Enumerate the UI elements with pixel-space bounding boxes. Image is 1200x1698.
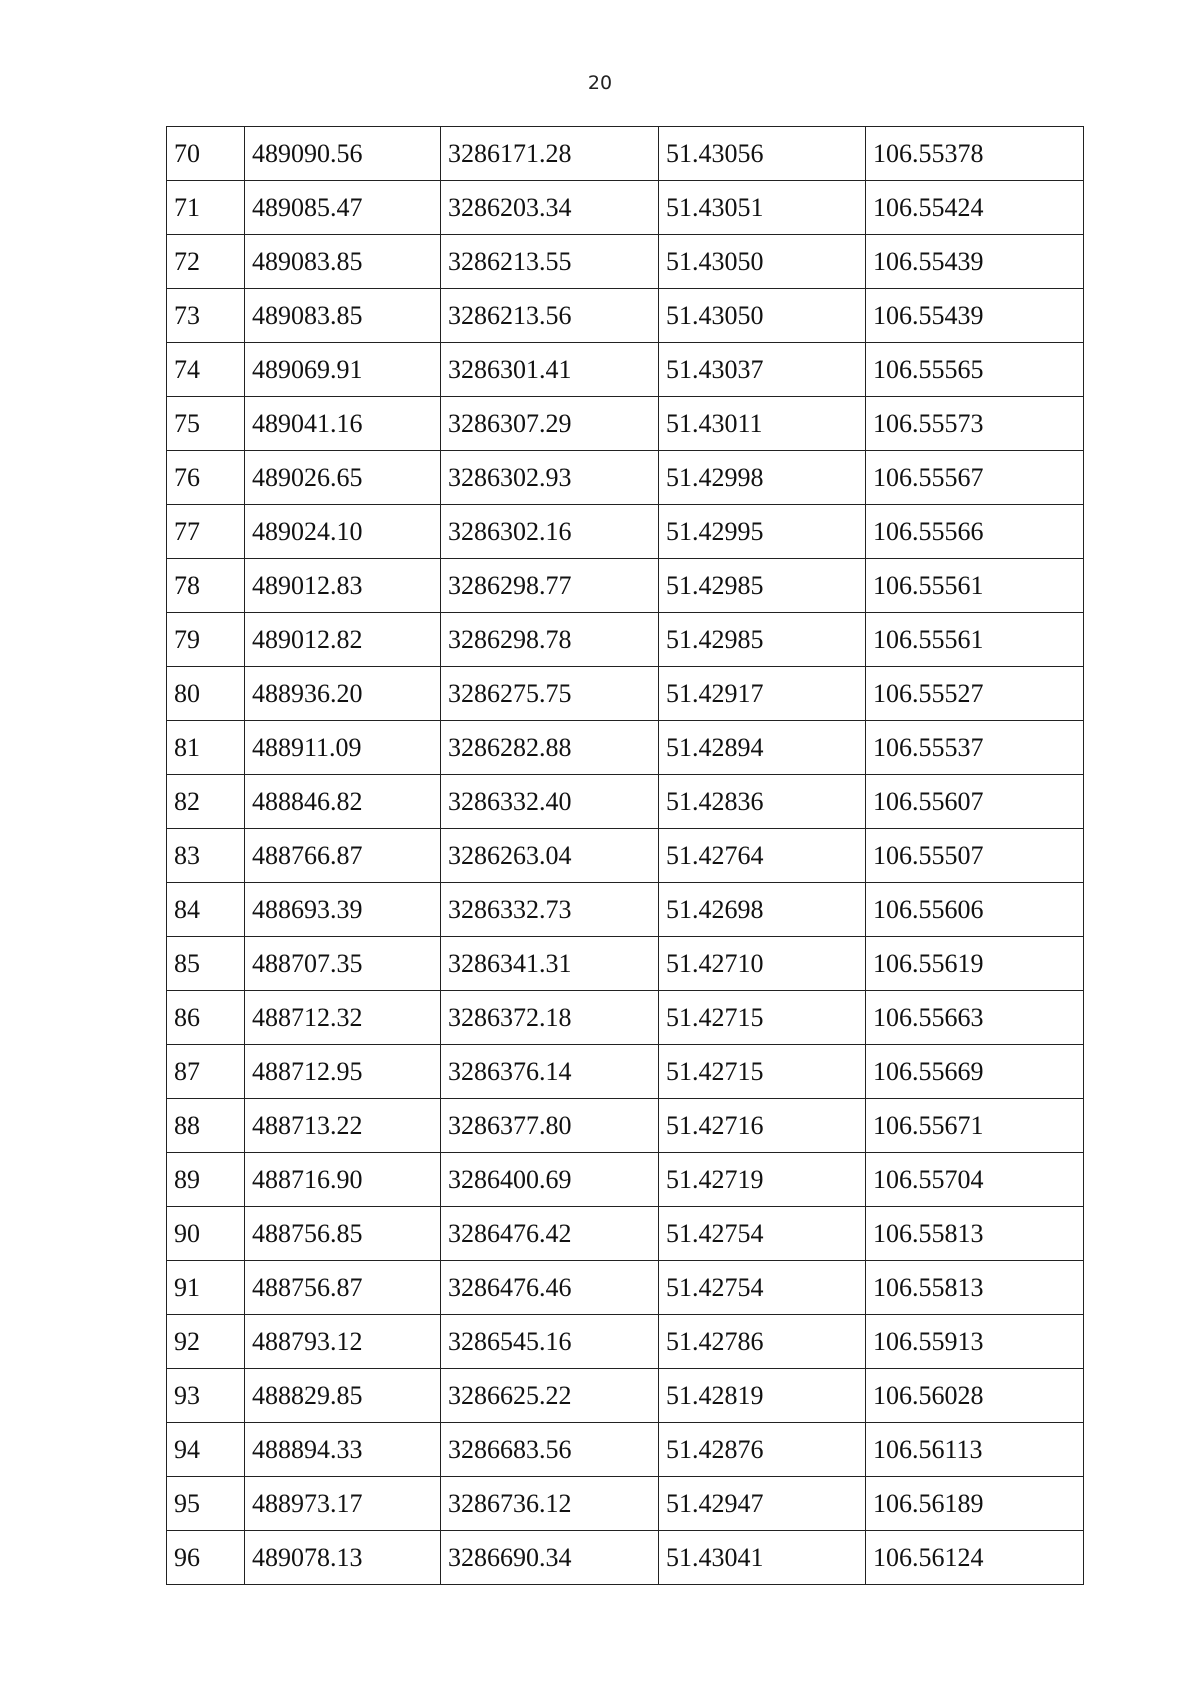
- x-coordinate-cell: 488973.17: [245, 1477, 441, 1531]
- longitude-cell: 106.55424: [866, 181, 1084, 235]
- latitude-cell: 51.43051: [659, 181, 866, 235]
- point-number-cell: 88: [167, 1099, 245, 1153]
- longitude-cell: 106.55378: [866, 127, 1084, 181]
- latitude-cell: 51.42947: [659, 1477, 866, 1531]
- table-row: [167, 1369, 1084, 1423]
- longitude-cell: 106.55567: [866, 451, 1084, 505]
- point-number-cell: 77: [167, 505, 245, 559]
- y-coordinate-cell: 3286372.18: [441, 991, 659, 1045]
- latitude-cell: 51.42710: [659, 937, 866, 991]
- longitude-cell: 106.55439: [866, 289, 1084, 343]
- y-coordinate-cell: 3286332.73: [441, 883, 659, 937]
- longitude-cell: 106.56113: [866, 1423, 1084, 1477]
- x-coordinate-cell: 488846.82: [245, 775, 441, 829]
- x-coordinate-cell: 489090.56: [245, 127, 441, 181]
- y-coordinate-cell: 3286736.12: [441, 1477, 659, 1531]
- latitude-cell: 51.43050: [659, 235, 866, 289]
- longitude-cell: 106.56124: [866, 1531, 1084, 1585]
- table-row: [167, 343, 1084, 397]
- table-row: [167, 127, 1084, 181]
- longitude-cell: 106.55537: [866, 721, 1084, 775]
- x-coordinate-cell: 488707.35: [245, 937, 441, 991]
- longitude-cell: 106.55669: [866, 1045, 1084, 1099]
- point-number-cell: 90: [167, 1207, 245, 1261]
- longitude-cell: 106.55561: [866, 613, 1084, 667]
- point-number-cell: 86: [167, 991, 245, 1045]
- latitude-cell: 51.42985: [659, 559, 866, 613]
- longitude-cell: 106.55573: [866, 397, 1084, 451]
- point-number-cell: 83: [167, 829, 245, 883]
- table-row: [167, 1207, 1084, 1261]
- point-number-cell: 76: [167, 451, 245, 505]
- y-coordinate-cell: 3286213.55: [441, 235, 659, 289]
- y-coordinate-cell: 3286203.34: [441, 181, 659, 235]
- table-row: [167, 397, 1084, 451]
- table-row: [167, 451, 1084, 505]
- point-number-cell: 71: [167, 181, 245, 235]
- y-coordinate-cell: 3286377.80: [441, 1099, 659, 1153]
- longitude-cell: 106.56189: [866, 1477, 1084, 1531]
- y-coordinate-cell: 3286263.04: [441, 829, 659, 883]
- x-coordinate-cell: 489026.65: [245, 451, 441, 505]
- latitude-cell: 51.42715: [659, 1045, 866, 1099]
- latitude-cell: 51.43056: [659, 127, 866, 181]
- y-coordinate-cell: 3286171.28: [441, 127, 659, 181]
- y-coordinate-cell: 3286476.46: [441, 1261, 659, 1315]
- longitude-cell: 106.55439: [866, 235, 1084, 289]
- table-row: [167, 829, 1084, 883]
- x-coordinate-cell: 488713.22: [245, 1099, 441, 1153]
- x-coordinate-cell: 488766.87: [245, 829, 441, 883]
- latitude-cell: 51.43050: [659, 289, 866, 343]
- table-row: [167, 1423, 1084, 1477]
- point-number-cell: 74: [167, 343, 245, 397]
- longitude-cell: 106.55507: [866, 829, 1084, 883]
- point-number-cell: 75: [167, 397, 245, 451]
- x-coordinate-cell: 489012.82: [245, 613, 441, 667]
- point-number-cell: 91: [167, 1261, 245, 1315]
- page-number: 20: [587, 72, 613, 94]
- point-number-cell: 73: [167, 289, 245, 343]
- latitude-cell: 51.42754: [659, 1207, 866, 1261]
- point-number-cell: 94: [167, 1423, 245, 1477]
- table-row: [167, 775, 1084, 829]
- table-row: [167, 505, 1084, 559]
- longitude-cell: 106.55913: [866, 1315, 1084, 1369]
- y-coordinate-cell: 3286545.16: [441, 1315, 659, 1369]
- longitude-cell: 106.55606: [866, 883, 1084, 937]
- x-coordinate-cell: 489085.47: [245, 181, 441, 235]
- point-number-cell: 79: [167, 613, 245, 667]
- x-coordinate-cell: 488894.33: [245, 1423, 441, 1477]
- y-coordinate-cell: 3286298.77: [441, 559, 659, 613]
- latitude-cell: 51.42715: [659, 991, 866, 1045]
- latitude-cell: 51.42894: [659, 721, 866, 775]
- y-coordinate-cell: 3286400.69: [441, 1153, 659, 1207]
- x-coordinate-cell: 489024.10: [245, 505, 441, 559]
- table-row: [167, 1153, 1084, 1207]
- latitude-cell: 51.42985: [659, 613, 866, 667]
- table-row: [167, 559, 1084, 613]
- point-number-cell: 70: [167, 127, 245, 181]
- table-row: [167, 667, 1084, 721]
- x-coordinate-cell: 489041.16: [245, 397, 441, 451]
- latitude-cell: 51.42719: [659, 1153, 866, 1207]
- longitude-cell: 106.55813: [866, 1261, 1084, 1315]
- latitude-cell: 51.43011: [659, 397, 866, 451]
- y-coordinate-cell: 3286341.31: [441, 937, 659, 991]
- point-number-cell: 72: [167, 235, 245, 289]
- table-row: [167, 1261, 1084, 1315]
- latitude-cell: 51.42876: [659, 1423, 866, 1477]
- coordinates-table-body: [167, 127, 1084, 1585]
- y-coordinate-cell: 3286298.78: [441, 613, 659, 667]
- x-coordinate-cell: 488936.20: [245, 667, 441, 721]
- table-row: [167, 613, 1084, 667]
- x-coordinate-cell: 489083.85: [245, 289, 441, 343]
- point-number-cell: 89: [167, 1153, 245, 1207]
- latitude-cell: 51.42786: [659, 1315, 866, 1369]
- y-coordinate-cell: 3286275.75: [441, 667, 659, 721]
- x-coordinate-cell: 488716.90: [245, 1153, 441, 1207]
- y-coordinate-cell: 3286302.16: [441, 505, 659, 559]
- point-number-cell: 78: [167, 559, 245, 613]
- x-coordinate-cell: 488756.85: [245, 1207, 441, 1261]
- y-coordinate-cell: 3286476.42: [441, 1207, 659, 1261]
- latitude-cell: 51.42836: [659, 775, 866, 829]
- point-number-cell: 81: [167, 721, 245, 775]
- x-coordinate-cell: 488756.87: [245, 1261, 441, 1315]
- point-number-cell: 80: [167, 667, 245, 721]
- x-coordinate-cell: 488829.85: [245, 1369, 441, 1423]
- latitude-cell: 51.42917: [659, 667, 866, 721]
- x-coordinate-cell: 488911.09: [245, 721, 441, 775]
- table-row: [167, 1315, 1084, 1369]
- table-row: [167, 1099, 1084, 1153]
- y-coordinate-cell: 3286332.40: [441, 775, 659, 829]
- x-coordinate-cell: 489012.83: [245, 559, 441, 613]
- latitude-cell: 51.42754: [659, 1261, 866, 1315]
- latitude-cell: 51.42995: [659, 505, 866, 559]
- longitude-cell: 106.55566: [866, 505, 1084, 559]
- x-coordinate-cell: 488693.39: [245, 883, 441, 937]
- longitude-cell: 106.55704: [866, 1153, 1084, 1207]
- latitude-cell: 51.42819: [659, 1369, 866, 1423]
- table-row: [167, 883, 1084, 937]
- point-number-cell: 85: [167, 937, 245, 991]
- latitude-cell: 51.43041: [659, 1531, 866, 1585]
- x-coordinate-cell: 489069.91: [245, 343, 441, 397]
- y-coordinate-cell: 3286690.34: [441, 1531, 659, 1585]
- point-number-cell: 93: [167, 1369, 245, 1423]
- longitude-cell: 106.55671: [866, 1099, 1084, 1153]
- table-row: [167, 235, 1084, 289]
- x-coordinate-cell: 488712.95: [245, 1045, 441, 1099]
- y-coordinate-cell: 3286625.22: [441, 1369, 659, 1423]
- table-row: [167, 721, 1084, 775]
- y-coordinate-cell: 3286282.88: [441, 721, 659, 775]
- y-coordinate-cell: 3286307.29: [441, 397, 659, 451]
- longitude-cell: 106.55527: [866, 667, 1084, 721]
- point-number-cell: 82: [167, 775, 245, 829]
- latitude-cell: 51.42716: [659, 1099, 866, 1153]
- x-coordinate-cell: 488712.32: [245, 991, 441, 1045]
- table-row: [167, 1045, 1084, 1099]
- y-coordinate-cell: 3286213.56: [441, 289, 659, 343]
- table-row: [167, 1477, 1084, 1531]
- longitude-cell: 106.55561: [866, 559, 1084, 613]
- x-coordinate-cell: 489083.85: [245, 235, 441, 289]
- longitude-cell: 106.55813: [866, 1207, 1084, 1261]
- x-coordinate-cell: 489078.13: [245, 1531, 441, 1585]
- point-number-cell: 96: [167, 1531, 245, 1585]
- table-row: [167, 181, 1084, 235]
- longitude-cell: 106.55619: [866, 937, 1084, 991]
- latitude-cell: 51.42764: [659, 829, 866, 883]
- table-row: [167, 289, 1084, 343]
- y-coordinate-cell: 3286301.41: [441, 343, 659, 397]
- table-row: [167, 937, 1084, 991]
- y-coordinate-cell: 3286376.14: [441, 1045, 659, 1099]
- latitude-cell: 51.42998: [659, 451, 866, 505]
- point-number-cell: 92: [167, 1315, 245, 1369]
- table-row: [167, 1531, 1084, 1585]
- longitude-cell: 106.55607: [866, 775, 1084, 829]
- latitude-cell: 51.43037: [659, 343, 866, 397]
- longitude-cell: 106.56028: [866, 1369, 1084, 1423]
- point-number-cell: 84: [167, 883, 245, 937]
- point-number-cell: 95: [167, 1477, 245, 1531]
- longitude-cell: 106.55663: [866, 991, 1084, 1045]
- x-coordinate-cell: 488793.12: [245, 1315, 441, 1369]
- coordinates-table: [166, 126, 1084, 1585]
- longitude-cell: 106.55565: [866, 343, 1084, 397]
- latitude-cell: 51.42698: [659, 883, 866, 937]
- y-coordinate-cell: 3286683.56: [441, 1423, 659, 1477]
- y-coordinate-cell: 3286302.93: [441, 451, 659, 505]
- point-number-cell: 87: [167, 1045, 245, 1099]
- table-row: [167, 991, 1084, 1045]
